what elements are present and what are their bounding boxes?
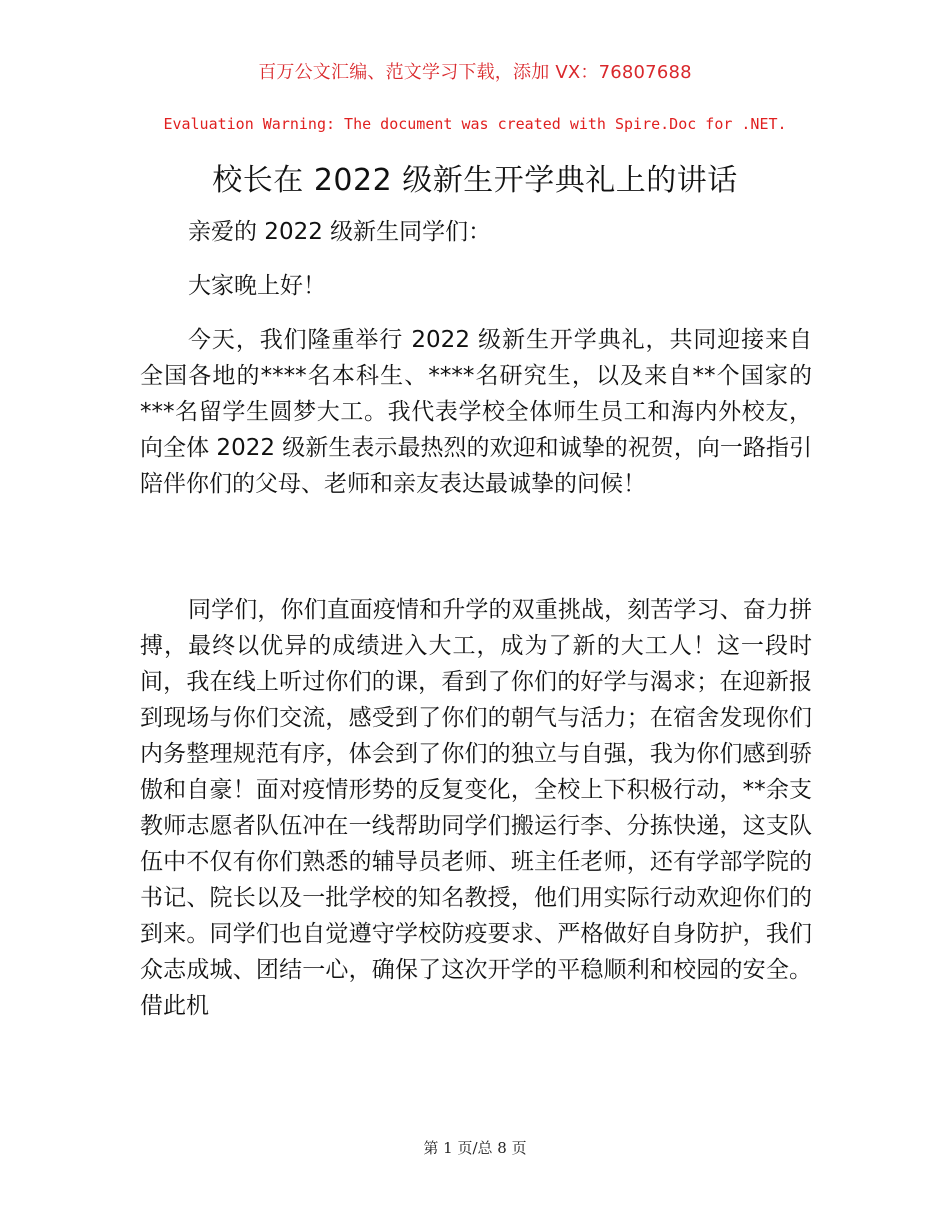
page-number: 第 1 页/总 8 页: [423, 1139, 527, 1157]
body-paragraph: 今天，我们隆重举行 2022 级新生开学典礼，共同迎接来自全国各地的****名本科生、****名研究生，以及来自**个国家的***名留学生圆梦大工。我代表学校全体师生员工和海内外校友，向全体 2022 级新生表示最热烈的欢迎和诚挚的祝贺，向一路指引陪伴你们的父母、老师和亲友表达最诚挚的问候！: [140, 327, 812, 497]
salutation: 亲爱的 2022 级新生同学们：: [188, 219, 492, 245]
evaluation-warning: Evaluation Warning: The document was created with Spire.Doc for .NET.: [163, 115, 787, 133]
document-title: 校长在 2022 级新生开学典礼上的讲话: [212, 163, 738, 198]
body-paragraph: 同学们，你们直面疫情和升学的双重挑战，刻苦学习、奋力拼搏，最终以优异的成绩进入大工，成为了新的大工人！这一段时间，我在线上听过你们的课，看到了你们的好学与渴求；在迎新报到现场与你们交流，感受到了你们的朝气与活力；在宿舍发现你们内务整理规范有序，体会到了你们的独立与自强，我为你们感到骄傲和自豪！面对疫情形势的反复变化，全校上下积极行动，**余支教师志愿者队伍冲在一线帮助同学们搬运行李、分拣快递，这支队伍中不仅有你们熟悉的辅导员老师、班主任老师，还有学部学院的书记、院长以及一批学校的知名教授，他们用实际行动欢迎你们的到来。同学们也自觉遵守学校防疫要求、严格做好自身防护，我们众志成城、团结一心，确保了这次开学的平稳顺利和校园的安全。借此机: [140, 597, 812, 1019]
header-banner: 百万公文汇编、范文学习下载，添加 VX：76807688: [258, 62, 692, 83]
greeting: 大家晚上好！: [188, 273, 326, 299]
